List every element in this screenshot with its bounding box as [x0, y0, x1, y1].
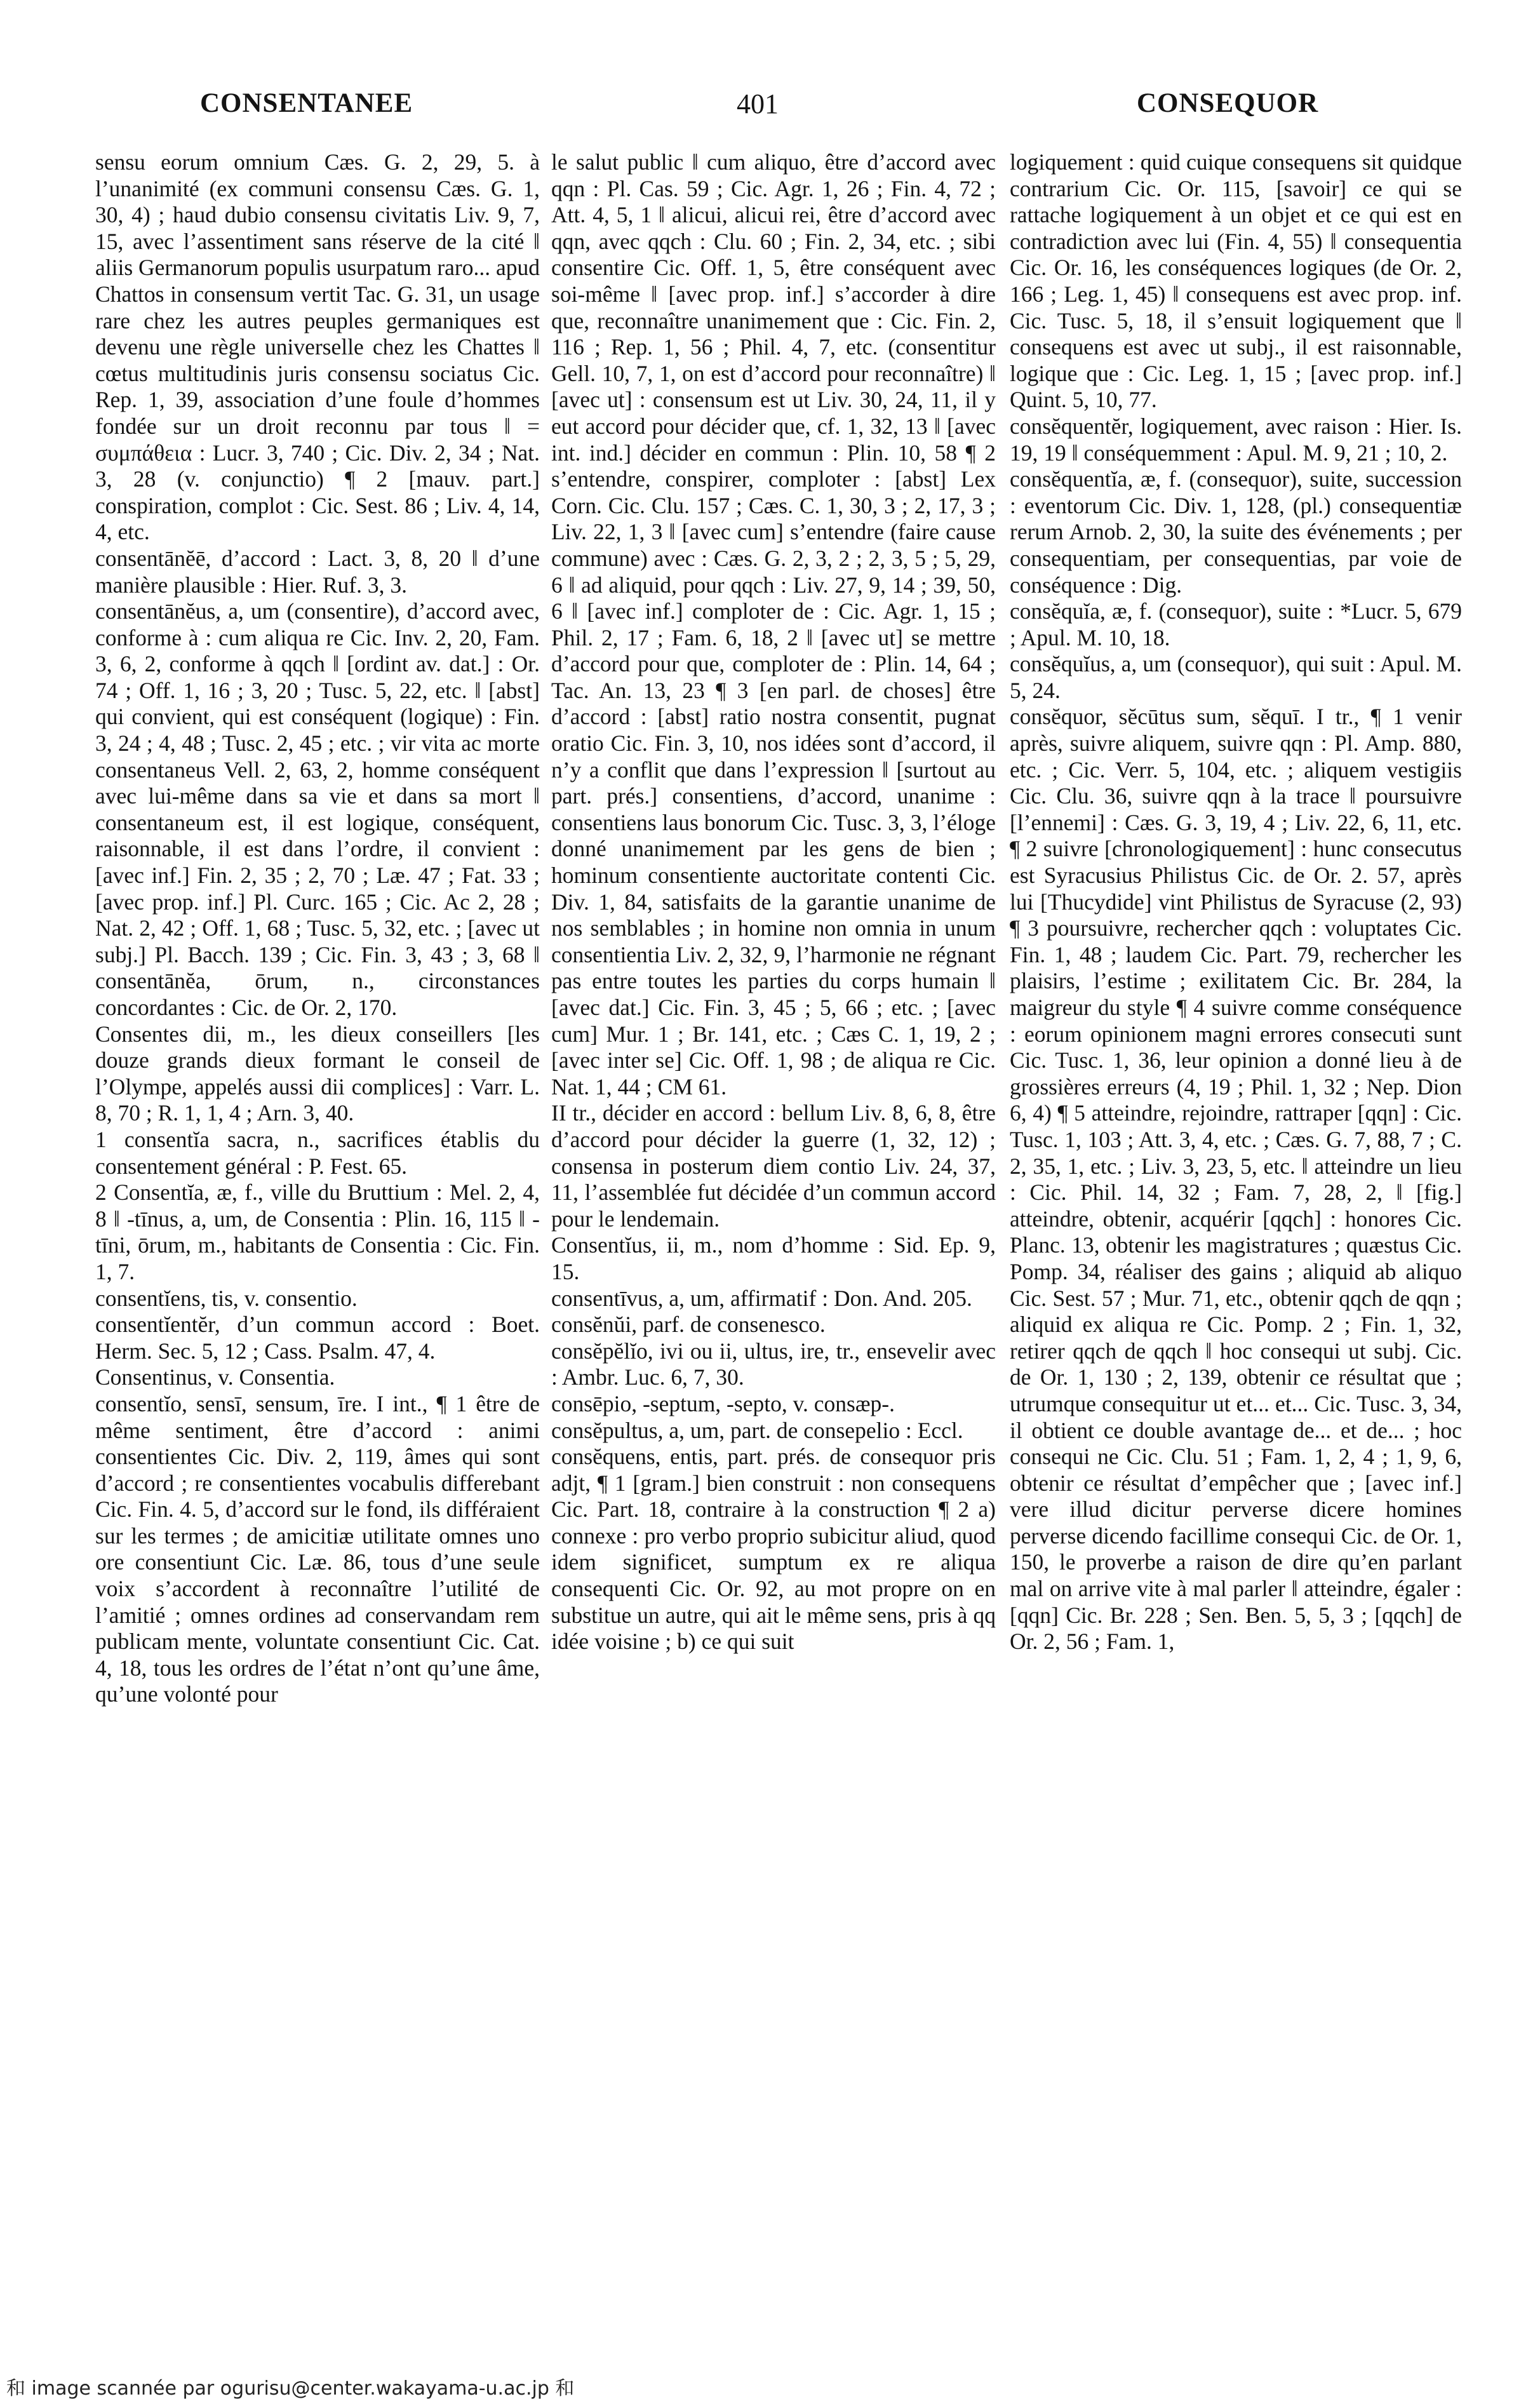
text-column-3	[1010, 149, 1462, 2328]
dictionary-entry: consĕquentĭa, æ, f. (consequor), suite, succession : eventorum Cic. Div. 1, 128, (pl.) consequentiæ rerum Arnob. 2, 30, la suite des événements ; per consequentiam, per consequentias, par voie de conséquence : Dig.	[1010, 466, 1462, 598]
dictionary-entry: II tr., décider en accord : bellum Liv. 8, 6, 8, être d’accord pour décider la guerre (1, 32, 12) ; consensa in posterum diem contio Liv. 24, 37, 11, l’assemblée fut décidée d’un commun accord pour le lendemain.	[551, 1100, 996, 1232]
scan-credit-footer: 和 image scannée par ogurisu@center.wakayama-u.ac.jp 和	[6, 2377, 575, 2400]
page-number: 401	[737, 88, 779, 119]
dictionary-entry: 2 Consentĭa, æ, f., ville du Bruttium : Mel. 2, 4, 8 ‖ -tīnus, a, um, de Consentia : Plin. 16, 115 ‖ -tīni, ōrum, m., habitants de Consentia : Cic. Fin. 1, 7.	[95, 1179, 540, 1284]
dictionary-entry: consĕquentĕr, logiquement, avec raison : Hier. Is. 19, 19 ‖ conséquemment : Apul. M. 9, 21 ; 10, 2.	[1010, 413, 1462, 466]
dictionary-entry: consentānĕus, a, um (consentire), d’accord avec, conforme à : cum aliqua re Cic. Inv. 2, 20, Fam. 3, 6, 2, conforme à qqch ‖ [ordint av. dat.] : Or. 74 ; Off. 1, 16 ; 3, 20 ; Tusc. 5, 22, etc. ‖ [abst] qui convient, qui est conséquent (logique) : Fin. 3, 24 ; 4, 48 ; Tusc. 2, 45 ; etc. ; vir vita ac morte consentaneus Vell. 2, 63, 2, homme conséquent avec lui-même dans sa vie et dans sa mort ‖ consentaneum est, il est logique, conséquent, raisonnable, il est dans l’ordre, il convient : [avec inf.] Fin. 2, 35 ; 2, 70 ; Læ. 47 ; Fat. 33 ; [avec prop. inf.] Pl. Curc. 165 ; Cic. Ac 2, 28 ; Nat. 2, 42 ; Off. 1, 68 ; Tusc. 5, 32, etc. ; [avec ut subj.] Pl. Bacch. 139 ; Cic. Fin. 3, 43 ; 3, 68 ‖ consentānĕa, ōrum, n., circonstances concordantes : Cic. de Or. 2, 170.	[95, 598, 540, 1020]
running-head	[0, 88, 1540, 126]
dictionary-entry: consĕpĕlĭo, ivi ou ii, ultus, ire, tr., ensevelir avec : Ambr. Luc. 6, 7, 30.	[551, 1338, 996, 1390]
dictionary-entry: consentĭentĕr, d’un commun accord : Boet. Herm. Sec. 5, 12 ; Cass. Psalm. 47, 4.	[95, 1312, 540, 1364]
running-head-left: CONSENTANEE	[200, 88, 413, 118]
dictionary-entry: Consentinus, v. Consentia.	[95, 1364, 335, 1390]
dictionary-entry: consentĭo, sensī, sensum, īre. I int., ¶ 1 être de même sentiment, être d’accord : animi consentientes Cic. Div. 2, 119, âmes qui sont d’accord ; re consentientes vocabulis differebant Cic. Fin. 4. 5, d’accord sur le fond, ils différaient sur les termes ; de amicitiæ utilitate omnes uno ore consentiunt Cic. Læ. 86, tous d’une seule voix s’accordent à reconnaître l’utilité de l’amitié ; omnes ordines ad conservandam rem publicam mente, voluntate consentiunt Cic. Cat. 4, 18, tous les ordres de l’état n’ont qu’une âme, qu’une volonté pour	[95, 1390, 540, 1707]
dictionary-entry: consentānĕē, d’accord : Lact. 3, 8, 20 ‖ d’une manière plausible : Hier. Ruf. 3, 3.	[95, 545, 540, 598]
dictionary-entry: consēpio, -septum, -septo, v. consæp-.	[551, 1390, 895, 1416]
dictionary-entry: consĕquĭus, a, um (consequor), qui suit : Apul. M. 5, 24.	[1010, 651, 1462, 703]
dictionary-entry: consentĭens, tis, v. consentio.	[95, 1285, 358, 1311]
dictionary-entry: consĕpultus, a, um, part. de consepelio : Eccl.	[551, 1417, 963, 1443]
dictionary-entry: le salut public ‖ cum aliquo, être d’accord avec qqn : Pl. Cas. 59 ; Cic. Agr. 1, 26 ; Fin. 4, 72 ; Att. 4, 5, 1 ‖ alicui, alicui rei, être d’accord avec qqn, avec qqch : Clu. 60 ; Fin. 2, 34, etc. ; sibi consentire Cic. Off. 1, 5, être conséquent avec soi-même ‖ [avec prop. inf.] s’accorder à dire que, reconnaître unanimement que : Cic. Fin. 2, 116 ; Rep. 1, 56 ; Phil. 4, 7, etc. (consentitur Gell. 10, 7, 1, on est d’accord pour reconnaître) ‖ [avec ut] : consensum est ut Liv. 30, 24, 11, il y eut accord pour décider que, cf. 1, 32, 13 ‖ [avec int. ind.] décider en commun : Plin. 10, 58 ¶ 2 s’entendre, conspirer, comploter : [abst] Lex Corn. Cic. Clu. 157 ; Cæs. C. 1, 30, 3 ; 2, 17, 3 ; Liv. 22, 1, 3 ‖ [avec cum] s’entendre (faire cause commune) avec : Cæs. G. 2, 3, 2 ; 2, 3, 5 ; 5, 29, 6 ‖ ad aliquid, pour qqch : Liv. 27, 9, 14 ; 39, 50, 6 ‖ [avec inf.] comploter de : Cic. Agr. 1, 15 ; Phil. 2, 17 ; Fam. 6, 18, 2 ‖ [avec ut] se mettre d’accord pour que, comploter de : Plin. 14, 64 ; Tac. An. 13, 23 ¶ 3 [en parl. de choses] être d’accord : [abst] ratio nostra consentit, pugnat oratio Cic. Fin. 3, 10, nos idées sont d’accord, il n’y a conflit que dans l’expression ‖ [surtout au part. prés.] consentiens, d’accord, unanime : consentiens laus bonorum Cic. Tusc. 3, 3, l’éloge donné unanimement par les gens de bien ; hominum consentiente auctoritate contenti Cic. Div. 1, 84, satisfaits de la garantie unanime de nos semblables ; in homine non omnia in unum consentientia Liv. 2, 32, 9, l’harmonie ne régnant pas entre toutes les parties du corps humain ‖ [avec dat.] Cic. Fin. 3, 45 ; 5, 66 ; etc. ; [avec cum] Mur. 1 ; Br. 141, etc. ; Cæs C. 1, 19, 2 ; [avec inter se] Cic. Off. 1, 98 ; de aliqua re Cic. Nat. 1, 44 ; CM 61.	[551, 149, 996, 1099]
dictionary-entry: logiquement : quid cuique consequens sit quidque contrarium Cic. Or. 115, [savoir] ce qui se rattache logiquement à un objet et ce qui est en contradiction avec lui (Fin. 4, 55) ‖ consequentia Cic. Or. 16, les conséquences logiques (de Or. 2, 166 ; Leg. 1, 45) ‖ consequens est avec prop. inf. Cic. Tusc. 5, 18, il s’ensuit logiquement que ‖ consequens est avec ut subj., il est raisonnable, logique que : Cic. Leg. 1, 15 ; [avec prop. inf.] Quint. 5, 10, 77.	[1010, 149, 1462, 413]
dictionary-entry: 1 consentĭa sacra, n., sacrifices établis du consentement général : P. Fest. 65.	[95, 1126, 540, 1179]
dictionary-entry: Consentes dii, m., les dieux conseillers [les douze grands dieux formant le conseil de l’Olympe, appelés aussi dii complices] : Varr. L. 8, 70 ; R. 1, 1, 4 ; Arn. 3, 40.	[95, 1021, 540, 1126]
dictionary-entry: consĕquor, sĕcūtus sum, sĕquī. I tr., ¶ 1 venir après, suivre aliquem, suivre qqn : Pl. Amp. 880, etc. ; Cic. Verr. 5, 104, etc. ; aliquem vestigiis Cic. Clu. 36, suivre qqn à la trace ‖ poursuivre [l’ennemi] : Cæs. G. 3, 19, 4 ; Liv. 22, 6, 11, etc. ¶ 2 suivre [chronologiquement] : hunc consecutus est Syracusius Philistus Cic. de Or. 2. 57, après lui [Thucydide] vint Philistus de Syracuse (2, 93) ¶ 3 poursuivre, rechercher qqch : voluptates Cic. Fin. 1, 48 ; laudem Cic. Part. 79, rechercher les plaisirs, l’estime ; exilitatem Cic. Br. 284, la maigreur du style ¶ 4 suivre comme conséquence : eorum opinionem magni errores consecuti sunt Cic. Tusc. 1, 36, leur opinion a donné lieu à de grossières erreurs (4, 19 ; Phil. 1, 32 ; Nep. Dion 6, 4) ¶ 5 atteindre, rejoindre, rattraper [qqn] : Cic. Tusc. 1, 103 ; Att. 3, 4, etc. ; Cæs. G. 7, 88, 7 ; C. 2, 35, 1, etc. ; Liv. 3, 23, 5, etc. ‖ atteindre un lieu : Cic. Phil. 14, 32 ; Fam. 7, 28, 2, ‖ [fig.] atteindre, obtenir, acquérir [qqch] : honores Cic. Planc. 13, obtenir les magistratures ; quæstus Cic. Pomp. 34, réaliser des gains ; aliquid ab aliquo Cic. Sest. 57 ; Mur. 71, etc., obtenir qqch de qqn ; aliquid ex aliqua re Cic. Pomp. 2 ; Fin. 1, 32, retirer qqch de qqch ‖ hoc consequi ut subj. Cic. de Or. 1, 130 ; 2, 139, obtenir ce résultat que ; utrumque consequitur ut et... et... Cic. Tusc. 3, 34, il obtient ce double avantage de... et de... ; hoc consequi ne Cic. Clu. 51 ; Fam. 1, 2, 4 ; 1, 9, 6, obtenir ce résultat d’empêcher que ; [avec inf.] vere illud dicitur perverse dicere homines perverse dicendo facillime consequi Cic. de Or. 1, 150, le proverbe a raison de dire qu’en parlant mal on arrive vite à mal parler ‖ atteindre, égaler : [qqn] Cic. Br. 228 ; Sen. Ben. 5, 5, 3 ; [qqch] de Or. 2, 56 ; Fam. 1,	[1010, 704, 1462, 1655]
dictionary-entry: Consentĭus, ii, m., nom d’homme : Sid. Ep. 9, 15.	[551, 1232, 996, 1284]
text-column-1	[95, 149, 540, 2328]
dictionary-entry: sensu eorum omnium Cæs. G. 2, 29, 5. à l’unanimité (ex communi consensu Cæs. G. 1, 30, 4) ; haud dubio consensu civitatis Liv. 9, 7, 15, avec l’assentiment sans réserve de la cité ‖ aliis Germanorum populis usurpatum raro... apud Chattos in consensum vertit Tac. G. 31, un usage rare chez les autres peuples germaniques est devenu une règle universelle chez les Chattes ‖ cœtus multitudinis juris consensu sociatus Cic. Rep. 1, 39, association d’une foule d’hommes fondée sur un droit reconnu par tous ‖ = συμπάθεια : Lucr. 3, 740 ; Cic. Div. 2, 34 ; Nat. 3, 28 (v. conjunctio) ¶ 2 [mauv. part.] conspiration, complot : Cic. Sest. 86 ; Liv. 4, 14, 4, etc.	[95, 149, 540, 545]
dictionary-entry: consĕquĭa, æ, f. (consequor), suite : *Lucr. 5, 679 ; Apul. M. 10, 18.	[1010, 598, 1462, 650]
text-column-2	[551, 149, 996, 2328]
dictionary-entry: consĕquens, entis, part. prés. de consequor pris adjt, ¶ 1 [gram.] bien construit : non consequens Cic. Part. 18, contraire à la construction ¶ 2 a) connexe : pro verbo proprio subicitur aliud, quod idem significet, sumptum ex re aliqua consequenti Cic. Or. 92, au mot propre on en substitue un autre, qui ait le même sens, pris à qq idée voisine ; b) ce qui suit	[551, 1444, 996, 1655]
running-head-right: CONSEQUOR	[1137, 88, 1319, 118]
dictionary-entry: consentīvus, a, um, affirmatif : Don. And. 205.	[551, 1285, 972, 1311]
dictionary-entry: consĕnŭi, parf. de consenesco.	[551, 1312, 826, 1338]
